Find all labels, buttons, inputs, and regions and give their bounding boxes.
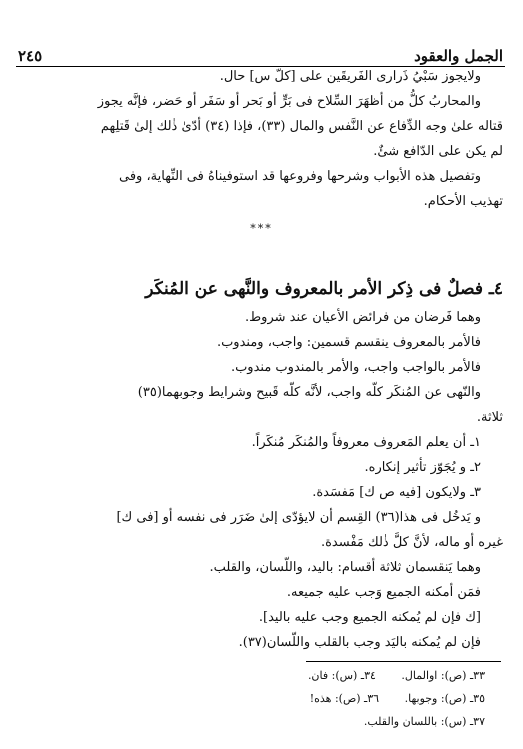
text-line: فمَن أمكنه الجميع وَجب عليه جميعه. [286, 585, 481, 600]
list-item: ٢ـ و يُجَوّز تأثير إنكاره. [364, 460, 481, 475]
text-line: ولايجوز سَبْيُ ذَرارى الفَريقَين على [كلّ س] حال. [219, 69, 481, 84]
text-line: ثلاثة. [476, 410, 503, 425]
text-line: والمحاربُ كلُّ من أظهَرَ السِّلاح فى بَرٍّ أو بَحر أو سَفَر أو حَضر، فإنَّه يجوز [97, 94, 481, 109]
text-line: وتفصيل هذه الأبواب وشرحها وفروعها قد استوفيناهُ فى النِّهاية، وفى [118, 169, 481, 184]
text-line: لم يكن على الدّافع شئٌ. [373, 144, 503, 159]
text-line: وهما يَنقسمان ثلاثة أقسام: باليد، واللّسان، والقلب. [209, 560, 481, 575]
footnote-row [22, 664, 485, 687]
text-line: [ك فإن لم يُمكنه الجميع وجب عليه باليد]. [258, 610, 481, 625]
text-line: تهذيب الأحكام. [423, 194, 503, 209]
section-body [22, 305, 503, 655]
text-line: قتاله علىٰ وجه الدِّفاع عن النَّفس والمال (٣٣)، فإذا (٣٤) أدّىٰ ذٰلك إلىٰ قَتلِهم [100, 119, 503, 134]
text-line: وهما فَرضان من فرائض الأعيان عند شروط. [245, 310, 481, 325]
footnote: ٣٤ـ (س): فان. [307, 669, 376, 682]
list-item: ١ـ أن يعلم المَعروف معروفاً والمُنكَر مُنكَراً. [251, 435, 481, 450]
text-line: فإن لم يُمكنه باليَد وجب بالقلب واللّسان(٣٧). [238, 635, 481, 650]
running-title: الجمل والعقود [414, 47, 503, 65]
page-number: ٢٤٥ [18, 47, 43, 65]
footnote: ٣٦ـ (ص): هذه! [309, 692, 380, 705]
list-item: ٣ـ ولايكون [فيه ص ك] مَفسَدة. [312, 485, 481, 500]
footnote-row [22, 710, 485, 733]
text-line: فالأمر بالمعروف ينقسم قسمين: واجب، ومندوب. [216, 335, 481, 350]
footnote: ٣٣ـ (ص): اوالمال. [401, 669, 485, 682]
section-separator: *** [250, 222, 273, 235]
section-heading: ٤ـ فصلٌ فى ذِكر الأمر بالمعروف والنَّهى عن المُنكَر [145, 279, 503, 299]
text-line: غيره أو ماله، لأنَّ كلَّ ذٰلك مَفْسدة. [320, 535, 503, 550]
footnote: ٣٧ـ (س): باللسان والقلب. [363, 715, 485, 728]
running-header [18, 38, 503, 64]
text-line: والنّهى عن المُنكَر كلّه واجب، لأنَّه كلّه قَبيح وشرايط وجوبهما(٣٥) [137, 385, 481, 400]
intro-paragraphs [22, 64, 503, 214]
footnote-rule [306, 661, 501, 662]
footnote: ٣٥ـ (ص): وجوبها. [404, 692, 485, 705]
text-line: فالأمر بالواجب واجب، والأمر بالمندوب مندوب. [230, 360, 481, 375]
footnote-row [22, 687, 485, 710]
text-line: و يَدخُل فى هذا(٣٦) القِسم أن لايؤدّى إلىٰ ضَرَر فى نفسه أو [فى ك] [116, 510, 481, 525]
